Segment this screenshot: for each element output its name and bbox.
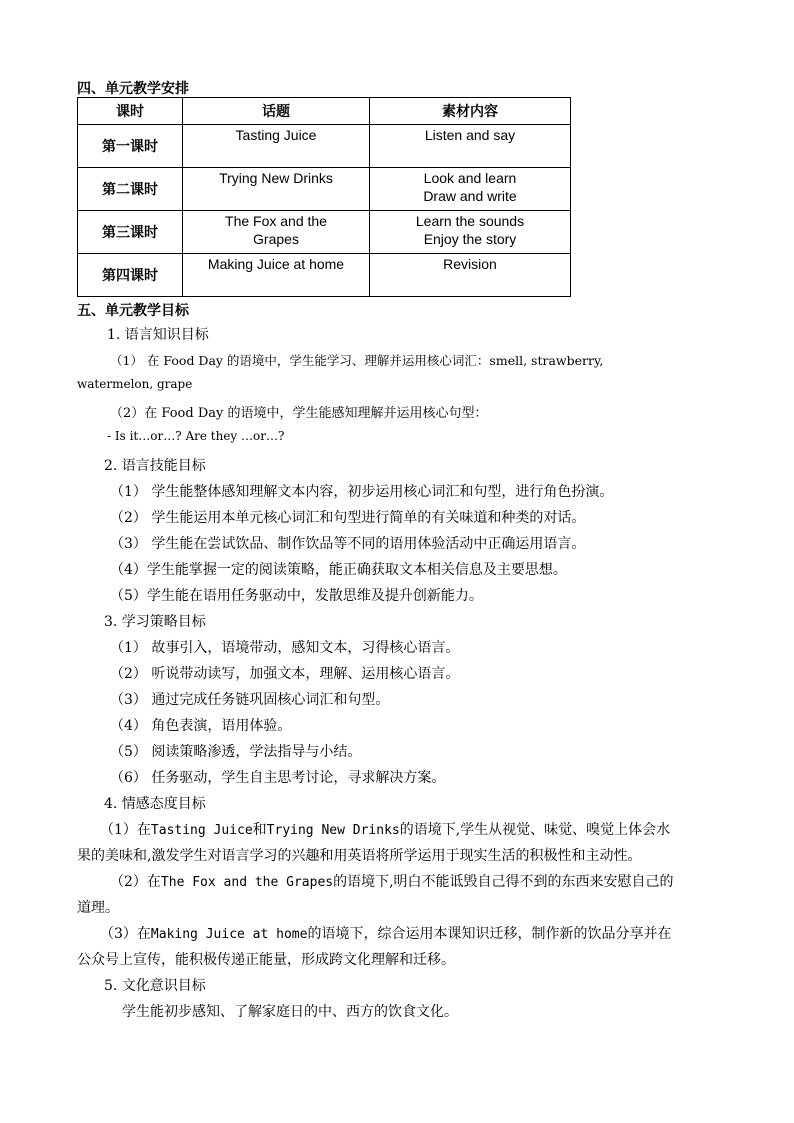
- table-header: 课时: [78, 98, 183, 125]
- lesson-cell: 第二课时: [78, 168, 183, 211]
- lesson-cell: 第三课时: [78, 211, 183, 254]
- topic-cell: [183, 168, 370, 211]
- goal3-item: （2） 听说带动读写，加强文本，理解、运用核心语言。: [110, 666, 460, 682]
- goal2-item: （2） 学生能运用本单元核心词汇和句型进行简单的有关味道和种类的对话。: [110, 510, 586, 526]
- goal4-para1-line1: （1）在Tasting Juice和Trying New Drinks的语境下,学生从视觉、味觉、嗅觉上体会水: [100, 822, 671, 838]
- goal4-para3-line2: 公众号上宣传，能积极传递正能量，形成跨文化理解和迁移。: [77, 952, 455, 968]
- material-line: Enjoy the story: [423, 231, 517, 247]
- goal1-item1-line1: （1） 在 Food Day 的语境中，学生能学习、理解并运用核心词汇：smell, strawberry,: [110, 353, 604, 368]
- material-line: Revision: [443, 256, 497, 272]
- goal1-item2: （2）在 Food Day 的语境中，学生能感知理解并运用核心句型：: [110, 406, 488, 421]
- goal2-item: （4）学生能掌握一定的阅读策略，能正确获取文本相关信息及主要思想。: [110, 562, 567, 578]
- material-line: Learn the sounds: [415, 213, 525, 229]
- goal2-title: 2. 语言技能目标: [104, 458, 206, 474]
- topic-line: Grapes: [253, 231, 299, 247]
- material-line: Draw and write: [423, 188, 517, 204]
- goal5-title: 5. 文化意识目标: [104, 978, 206, 994]
- topic-cell: [183, 211, 370, 254]
- material-cell: [370, 211, 571, 254]
- material-cell: [370, 168, 571, 211]
- goal3-item: （3） 通过完成任务链巩固核心词汇和句型。: [110, 692, 390, 708]
- section5-heading: 五、单元教学目标: [77, 303, 189, 319]
- goal4-para2-line1: （2）在The Fox and the Grapes的语境下,明白不能诋毁自己得不到的东西来安慰自己的: [110, 874, 674, 890]
- goal3-item: （1） 故事引入，语境带动，感知文本，习得核心语言。: [110, 640, 460, 656]
- goal4-title: 4. 情感态度目标: [104, 796, 206, 812]
- section4-heading: 四、单元教学安排: [77, 81, 189, 97]
- goal2-item: （5）学生能在语用任务驱动中，发散思维及提升创新能力。: [110, 588, 483, 604]
- goal4-para2-line2: 道理。: [77, 900, 119, 916]
- topic-line: The Fox and the: [225, 213, 327, 229]
- goal3-item: （6） 任务驱动，学生自主思考讨论，寻求解决方案。: [110, 770, 446, 786]
- goal5-text: 学生能初步感知、了解家庭日的中、西方的饮食文化。: [122, 1004, 458, 1020]
- table-row: [78, 125, 571, 168]
- topic-line: Trying New Drinks: [219, 170, 333, 186]
- lesson-cell: 第一课时: [78, 125, 183, 168]
- table-header: 素材内容: [370, 98, 571, 125]
- material-cell: [370, 125, 571, 168]
- topic-line: Making Juice at home: [207, 256, 345, 272]
- table-header: 话题: [183, 98, 370, 125]
- goal3-item: （5） 阅读策略渗透，学法指导与小结。: [110, 744, 362, 760]
- topic-cell: [183, 125, 370, 168]
- material-cell: [370, 254, 571, 297]
- goal4-para3-line1: （3）在Making Juice at home的语境下，综合运用本课知识迁移，制作新的饮品分享并在: [100, 926, 672, 942]
- goal4-para1-line2: 果的美味和,激发学生对语言学习的兴趣和用英语将所学运用于现实生活的积极性和主动性。: [77, 848, 642, 864]
- table-row: [78, 168, 571, 211]
- table-row: [78, 254, 571, 297]
- goal1-title: 1. 语言知识目标: [107, 327, 209, 343]
- goal3-title: 3. 学习策略目标: [104, 614, 206, 630]
- goal1-item2-sub: - Is it…or…? Are they …or…?: [107, 429, 285, 443]
- goal3-item: （4） 角色表演，语用体验。: [110, 718, 292, 734]
- material-line: Listen and say: [424, 127, 516, 143]
- table-header-row: [78, 98, 571, 125]
- topic-cell: [183, 254, 370, 297]
- table-row: [78, 211, 571, 254]
- material-line: Look and learn: [423, 170, 517, 186]
- schedule-table: [77, 97, 571, 297]
- lesson-cell: 第四课时: [78, 254, 183, 297]
- goal2-item: （3） 学生能在尝试饮品、制作饮品等不同的语用体验活动中正确运用语言。: [110, 536, 586, 552]
- topic-line: Tasting Juice: [235, 127, 317, 143]
- goal1-item1-line2: watermelon, grape: [77, 377, 193, 391]
- goal2-item: （1） 学生能整体感知理解文本内容，初步运用核心词汇和句型，进行角色扮演。: [110, 484, 614, 500]
